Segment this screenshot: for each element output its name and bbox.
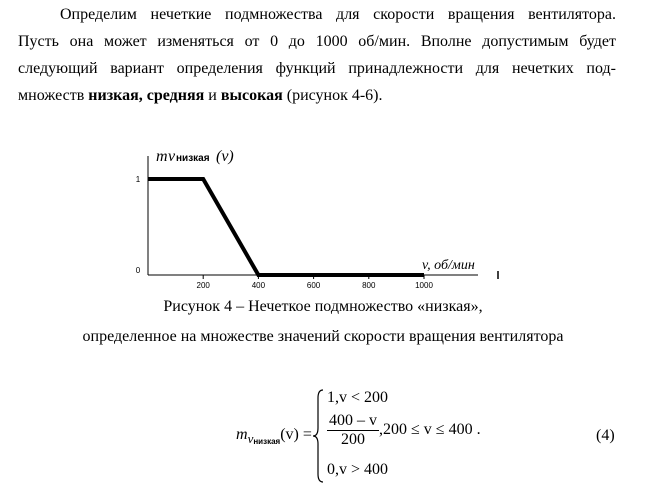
- formula-case-1: 1,v < 200: [327, 389, 389, 406]
- y-tick-label: 0: [135, 266, 141, 275]
- paragraph-line-4: [18, 82, 616, 109]
- chart-title-subscript: низкая: [176, 153, 210, 164]
- formula-case-2-tail: ,200 ≤ v ≤ 400 .: [379, 421, 481, 439]
- formula-lhs: [236, 426, 312, 447]
- x-tick-label: 800: [362, 281, 376, 290]
- equation-number: (4): [596, 427, 615, 444]
- figure-caption-line-1: Рисунок 4 – Нечеткое подмножество «низкая»,: [163, 298, 483, 315]
- formula-subscript: низкая: [253, 437, 281, 446]
- formula-fraction: [327, 412, 379, 449]
- term-low: низкая,: [88, 87, 143, 104]
- chart-title-arg: (v): [216, 148, 234, 165]
- y-ticks: [136, 175, 141, 275]
- paragraph-and: и: [204, 87, 221, 104]
- chart-title-v: v: [168, 148, 176, 165]
- formula-brace: [312, 388, 326, 484]
- paragraph-suffix: (рисунок 4-6).: [282, 87, 383, 104]
- paragraph-line-2: Пусть она может изменяться от 0 до 1000 об/мин. Вполне допустимым будет: [18, 33, 616, 50]
- formula-case-2: [327, 412, 481, 449]
- x-tick-label: 400: [251, 281, 266, 290]
- paragraph-line-3: следующий вариант определения функций принадлежности для нечетких под-: [18, 60, 616, 77]
- x-ticks: [197, 275, 434, 290]
- chart-title-symbol: m: [156, 148, 168, 165]
- membership-line: [148, 179, 424, 275]
- x-axis-label: v, об/мин: [422, 258, 475, 273]
- membership-chart: [0, 140, 646, 292]
- x-tick-label: 1000: [415, 281, 433, 290]
- y-tick-label: 1: [135, 175, 141, 184]
- x-tick-label: 200: [196, 281, 210, 290]
- intro-paragraph: [18, 1, 616, 109]
- x-tick-label: 600: [306, 281, 321, 290]
- term-medium: средняя: [146, 87, 205, 104]
- term-high: высокая: [220, 87, 283, 104]
- formula-case-3: 0,v > 400: [327, 461, 389, 478]
- fraction-numerator: 400 – v: [329, 412, 377, 429]
- paragraph-line-1: Определим нечеткие подмножества для скорости вращения вентилятора.: [60, 6, 616, 23]
- formula-v: v: [247, 431, 254, 446]
- paragraph-prefix: множеств: [18, 87, 89, 104]
- formula-m: m: [236, 426, 248, 443]
- fraction-denominator: 200: [341, 431, 365, 448]
- formula-arg: (v) =: [280, 426, 312, 443]
- figure-caption-line-2: определенное на множестве значений скорости вращения вентилятора: [82, 328, 564, 345]
